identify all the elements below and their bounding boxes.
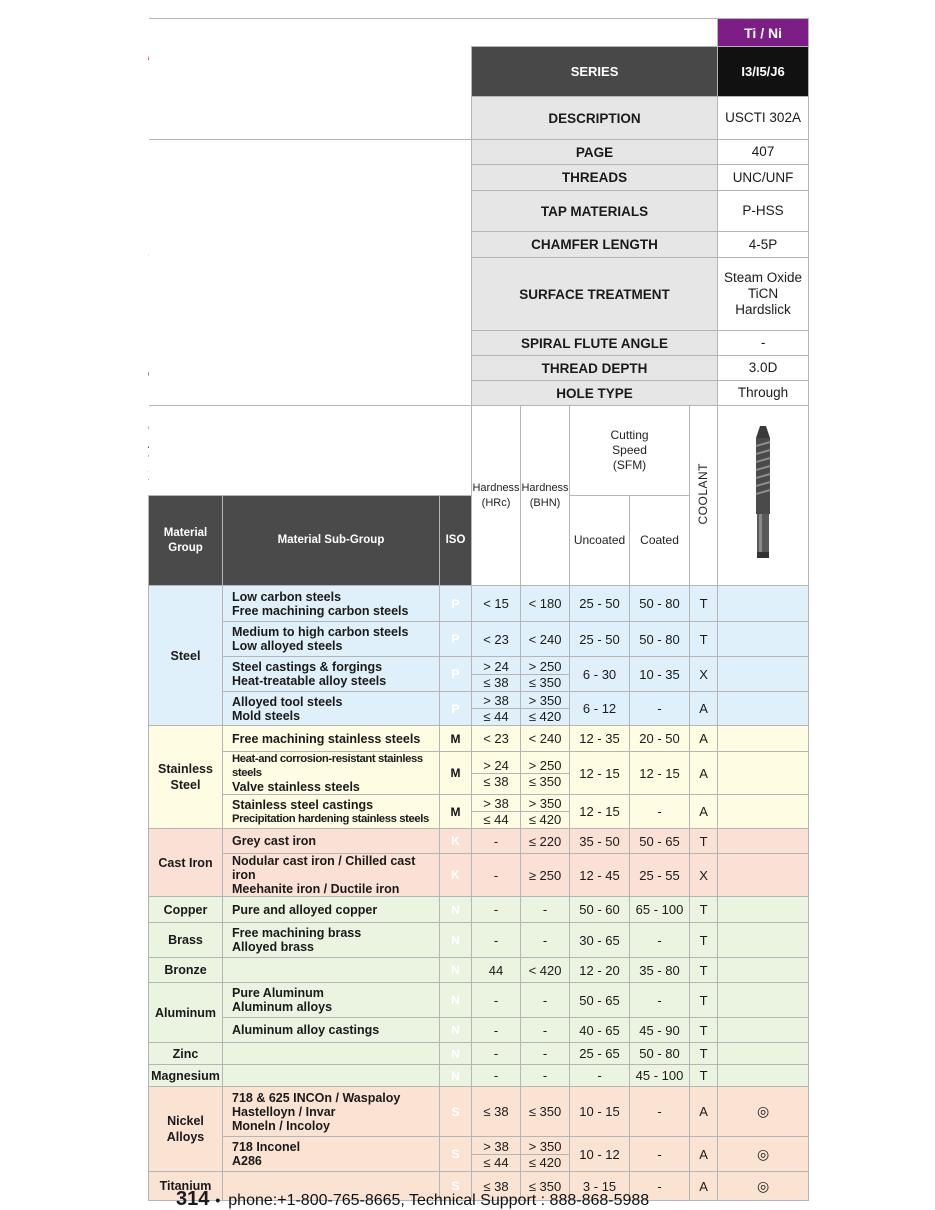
table-row (149, 1087, 809, 1137)
logo-area (149, 19, 472, 140)
table-row (149, 622, 809, 657)
bhn-value: < 240 (521, 726, 570, 752)
sub-group: Stainless steel castings Precipitation hardening stainless steels (223, 795, 440, 829)
uncoated-value: 12 - 20 (570, 958, 630, 983)
material-group-header: Material Group (149, 496, 223, 586)
hole-type-value: Through (718, 381, 809, 406)
table-row (149, 897, 809, 923)
description-label: DESCRIPTION (472, 97, 718, 140)
tap-materials-value: P-HSS (718, 191, 809, 232)
thread-depth-label: THREAD DEPTH (472, 356, 718, 381)
info-area (149, 140, 472, 406)
coated-value: 25 - 55 (630, 854, 690, 897)
surface-value-1: Steam Oxide (724, 270, 803, 285)
description-value: USCTI 302A (718, 97, 809, 140)
group-zinc: Zinc (149, 1043, 223, 1065)
recommendation-value (718, 622, 809, 657)
tap-image (718, 406, 809, 586)
uncoated-value: - (570, 1065, 630, 1087)
coated-value: 12 - 15 (630, 752, 690, 795)
table-row (149, 752, 809, 795)
sub-group: Pure Aluminum Aluminum alloys (223, 983, 440, 1018)
coolant-value: T (690, 622, 718, 657)
coated-value: 35 - 80 (630, 958, 690, 983)
iso-badge: M (440, 726, 472, 752)
sub-group: Free machining stainless steels (223, 726, 440, 752)
bhn-value: ≤ 350 (521, 1172, 570, 1201)
uncoated-value: 6 - 30 (570, 657, 630, 692)
thread-depth-value: 3.0D (718, 356, 809, 381)
coated-value: 45 - 100 (630, 1065, 690, 1087)
series-value: I3/I5/J6 (718, 47, 809, 97)
coated-value: - (630, 1172, 690, 1201)
hrc-value: - (472, 1043, 521, 1065)
recommendation-value (718, 983, 809, 1018)
group-stainless: Stainless Steel (149, 726, 223, 829)
coolant-value: T (690, 1043, 718, 1065)
coated-value: 50 - 80 (630, 622, 690, 657)
iso-badge: M (440, 795, 472, 829)
iso-badge: N (440, 958, 472, 983)
bhn-value: - (521, 897, 570, 923)
group-titanium: Titanium (149, 1172, 223, 1201)
spiral-label: SPIRAL FLUTE ANGLE (472, 331, 718, 356)
hrc-value: ≤ 38 (472, 1172, 521, 1201)
bhn-header: Hardness (BHN) (521, 406, 570, 586)
bhn-value: < 240 (521, 622, 570, 657)
coolant-value: T (690, 1065, 718, 1087)
group-aluminum: Aluminum (149, 983, 223, 1043)
hrc-value: > 38 ≤ 44 (472, 692, 521, 726)
uncoated-value: 50 - 65 (570, 983, 630, 1018)
uncoated-value: 25 - 50 (570, 622, 630, 657)
sub-group: Free machining brass Alloyed brass (223, 923, 440, 958)
bhn-value: - (521, 983, 570, 1018)
bhn-value: > 250 ≤ 350 (521, 657, 570, 692)
table-row (149, 692, 809, 726)
iso-badge: K (440, 829, 472, 854)
bhn-value: ≤ 350 (521, 1087, 570, 1137)
coolant-value: A (690, 692, 718, 726)
iso-badge: S (440, 1087, 472, 1137)
coated-value: - (630, 692, 690, 726)
bhn-value: - (521, 1043, 570, 1065)
tap-materials-label: TAP MATERIALS (472, 191, 718, 232)
hrc-value: < 23 (472, 726, 521, 752)
iso-badge: N (440, 923, 472, 958)
iso-badge: P (440, 586, 472, 622)
iso-header: ISO (440, 496, 472, 586)
coolant-value: A (690, 752, 718, 795)
coolant-value: A (690, 726, 718, 752)
iso-badge: N (440, 1043, 472, 1065)
bhn-value: < 180 (521, 586, 570, 622)
iso-badge: M (440, 752, 472, 795)
sub-group: 718 & 625 INCOn / Waspaloy Hastelloyn / Invar Moneln / Incoloy (223, 1087, 440, 1137)
sub-group (223, 1065, 440, 1087)
table-row (149, 1137, 809, 1172)
hrc-value: - (472, 923, 521, 958)
bhn-value: ≤ 220 (521, 829, 570, 854)
recommended-icon: ◎ (718, 1137, 809, 1172)
contact-info: phone:+1-800-765-8665, Technical Support : 888-868-5988 (228, 1192, 650, 1209)
hrc-value: - (472, 897, 521, 923)
sub-group-header: Material Sub-Group (223, 496, 440, 586)
uncoated-header: Uncoated (570, 496, 630, 586)
table-row (149, 958, 809, 983)
recommendation-value (718, 829, 809, 854)
bhn-value: ≥ 250 (521, 854, 570, 897)
table-row (149, 1043, 809, 1065)
recommendation-value (718, 795, 809, 829)
recommendation-value (718, 726, 809, 752)
iso-badge: N (440, 1018, 472, 1043)
recommendation-value (718, 1043, 809, 1065)
recommendation-value (718, 958, 809, 983)
uncoated-value: 3 - 15 (570, 1172, 630, 1201)
coolant-value: T (690, 983, 718, 1018)
uncoated-value: 50 - 60 (570, 897, 630, 923)
hrc-header: Hardness (HRc) (472, 406, 521, 586)
tap-icon (751, 424, 775, 564)
coolant-header-text: COOLANT (696, 462, 711, 525)
bhn-value: - (521, 1018, 570, 1043)
coolant-value: X (690, 854, 718, 897)
coolant-value: A (690, 1087, 718, 1137)
uncoated-value: 25 - 50 (570, 586, 630, 622)
table-row (149, 1018, 809, 1043)
table-row (149, 854, 809, 897)
coated-value: 50 - 80 (630, 1043, 690, 1065)
hrc-value: 44 (472, 958, 521, 983)
sub-group (223, 1043, 440, 1065)
coolant-header (690, 406, 718, 586)
coolant-value: T (690, 958, 718, 983)
bhn-value: - (521, 923, 570, 958)
recommendation-value (718, 1065, 809, 1087)
hrc-value: - (472, 983, 521, 1018)
series-label: SERIES (472, 47, 718, 97)
uncoated-value: 12 - 45 (570, 854, 630, 897)
coated-value: 20 - 50 (630, 726, 690, 752)
iso-badge: P (440, 692, 472, 726)
threads-label: THREADS (472, 165, 718, 191)
recommendation-table (148, 18, 809, 1201)
group-magnesium: Magnesium (149, 1065, 223, 1087)
hole-type-label: HOLE TYPE (472, 381, 718, 406)
iso-badge: K (440, 854, 472, 897)
uncoated-value: 25 - 65 (570, 1043, 630, 1065)
uncoated-value: 12 - 35 (570, 726, 630, 752)
uncoated-value: 12 - 15 (570, 752, 630, 795)
coolant-value: A (690, 795, 718, 829)
coolant-value: T (690, 829, 718, 854)
page-footer (176, 1188, 649, 1210)
iso-badge: N (440, 1065, 472, 1087)
hrc-value: - (472, 1065, 521, 1087)
group-nickel: Nickel Alloys (149, 1087, 223, 1172)
coolant-value: T (690, 1018, 718, 1043)
table-row (149, 795, 809, 829)
sub-group: Low carbon steels Free machining carbon steels (223, 586, 440, 622)
coated-value: 10 - 35 (630, 657, 690, 692)
bhn-value: > 250 ≤ 350 (521, 752, 570, 795)
group-brass: Brass (149, 923, 223, 958)
sub-group: Nodular cast iron / Chilled cast iron Meehanite iron / Ductile iron (223, 854, 440, 897)
recommendation-value (718, 897, 809, 923)
sub-group: Pure and alloyed copper (223, 897, 440, 923)
coolant-value: A (690, 1172, 718, 1201)
surface-value (718, 258, 809, 331)
iso-badge: N (440, 983, 472, 1018)
table-row (149, 657, 809, 692)
sub-group (223, 958, 440, 983)
sub-group: Aluminum alloy castings (223, 1018, 440, 1043)
hrc-value: > 38 ≤ 44 (472, 1137, 521, 1172)
hrc-value: > 24 ≤ 38 (472, 752, 521, 795)
page-label: PAGE (472, 140, 718, 165)
recommendation-value (718, 692, 809, 726)
recommendation-value (718, 752, 809, 795)
hrc-value: - (472, 1018, 521, 1043)
table-row (149, 983, 809, 1018)
group-bronze: Bronze (149, 958, 223, 983)
table-row (149, 829, 809, 854)
uncoated-value: 6 - 12 (570, 692, 630, 726)
iso-badge: S (440, 1137, 472, 1172)
surface-label: SURFACE TREATMENT (472, 258, 718, 331)
recommendation-value (718, 854, 809, 897)
bhn-value: > 350 ≤ 420 (521, 692, 570, 726)
group-copper: Copper (149, 897, 223, 923)
chamfer-label: CHAMFER LENGTH (472, 232, 718, 258)
coating-label: Ti / Ni (718, 19, 809, 47)
iso-badge: P (440, 657, 472, 692)
iso-badge: S (440, 1172, 472, 1201)
coated-header: Coated (630, 496, 690, 586)
spiral-value: - (718, 331, 809, 356)
hrc-value: ≤ 38 (472, 1087, 521, 1137)
coated-value: 50 - 80 (630, 586, 690, 622)
coolant-value: X (690, 657, 718, 692)
group-cast-iron: Cast Iron (149, 829, 223, 897)
surface-value-3: Hardslick (735, 302, 791, 317)
hrc-value: < 23 (472, 622, 521, 657)
recommendation-value (718, 1018, 809, 1043)
hrc-value: - (472, 829, 521, 854)
table-row (149, 923, 809, 958)
coolant-value: T (690, 897, 718, 923)
iso-badge: N (440, 897, 472, 923)
coated-value: - (630, 923, 690, 958)
hrc-value: - (472, 854, 521, 897)
coolant-value: A (690, 1137, 718, 1172)
bhn-value: > 350 ≤ 420 (521, 795, 570, 829)
bhn-value: < 420 (521, 958, 570, 983)
coolant-value: T (690, 923, 718, 958)
coolant-value: T (690, 586, 718, 622)
uncoated-value: 30 - 65 (570, 923, 630, 958)
iso-badge: P (440, 622, 472, 657)
coated-value: 65 - 100 (630, 897, 690, 923)
cutting-speed-header: Cutting Speed (SFM) (570, 406, 690, 496)
uncoated-value: 10 - 15 (570, 1087, 630, 1137)
threads-value: UNC/UNF (718, 165, 809, 191)
sub-group: Heat-and corrosion-resistant stainless steels Valve stainless steels (223, 752, 440, 795)
bhn-value: - (521, 1065, 570, 1087)
surface-value-2: TiCN (747, 286, 779, 301)
chamfer-value: 4-5P (718, 232, 809, 258)
recommended-icon: ◎ (718, 1087, 809, 1137)
group-steel: Steel (149, 586, 223, 726)
recommendation-value (718, 923, 809, 958)
sub-group: Steel castings & forgings Heat-treatable alloy steels (223, 657, 440, 692)
table-row (149, 586, 809, 622)
uncoated-value: 40 - 65 (570, 1018, 630, 1043)
table-row (149, 1065, 809, 1087)
bhn-value: > 350 ≤ 420 (521, 1137, 570, 1172)
coated-value: - (630, 983, 690, 1018)
coated-value: 45 - 90 (630, 1018, 690, 1043)
uncoated-value: 12 - 15 (570, 795, 630, 829)
recommended-icon: ◎ (718, 1172, 809, 1201)
sub-group: Grey cast iron (223, 829, 440, 854)
hrc-value: > 38 ≤ 44 (472, 795, 521, 829)
table-row (149, 726, 809, 752)
page-value: 407 (718, 140, 809, 165)
uncoated-value: 35 - 50 (570, 829, 630, 854)
hrc-value: < 15 (472, 586, 521, 622)
sub-group: Medium to high carbon steels Low alloyed steels (223, 622, 440, 657)
uncoated-value: 10 - 12 (570, 1137, 630, 1172)
coated-value: - (630, 1137, 690, 1172)
sub-group: 718 Inconel A286 (223, 1137, 440, 1172)
recommendation-value (718, 657, 809, 692)
recommendation-value (718, 586, 809, 622)
coolant-area (149, 406, 472, 496)
hrc-value: > 24 ≤ 38 (472, 657, 521, 692)
sub-group: Alloyed tool steels Mold steels (223, 692, 440, 726)
coated-value: 50 - 65 (630, 829, 690, 854)
coated-value: - (630, 1087, 690, 1137)
page-number: 314 (176, 1188, 210, 1210)
footer-bullet: • (215, 1192, 221, 1208)
coated-value: - (630, 795, 690, 829)
